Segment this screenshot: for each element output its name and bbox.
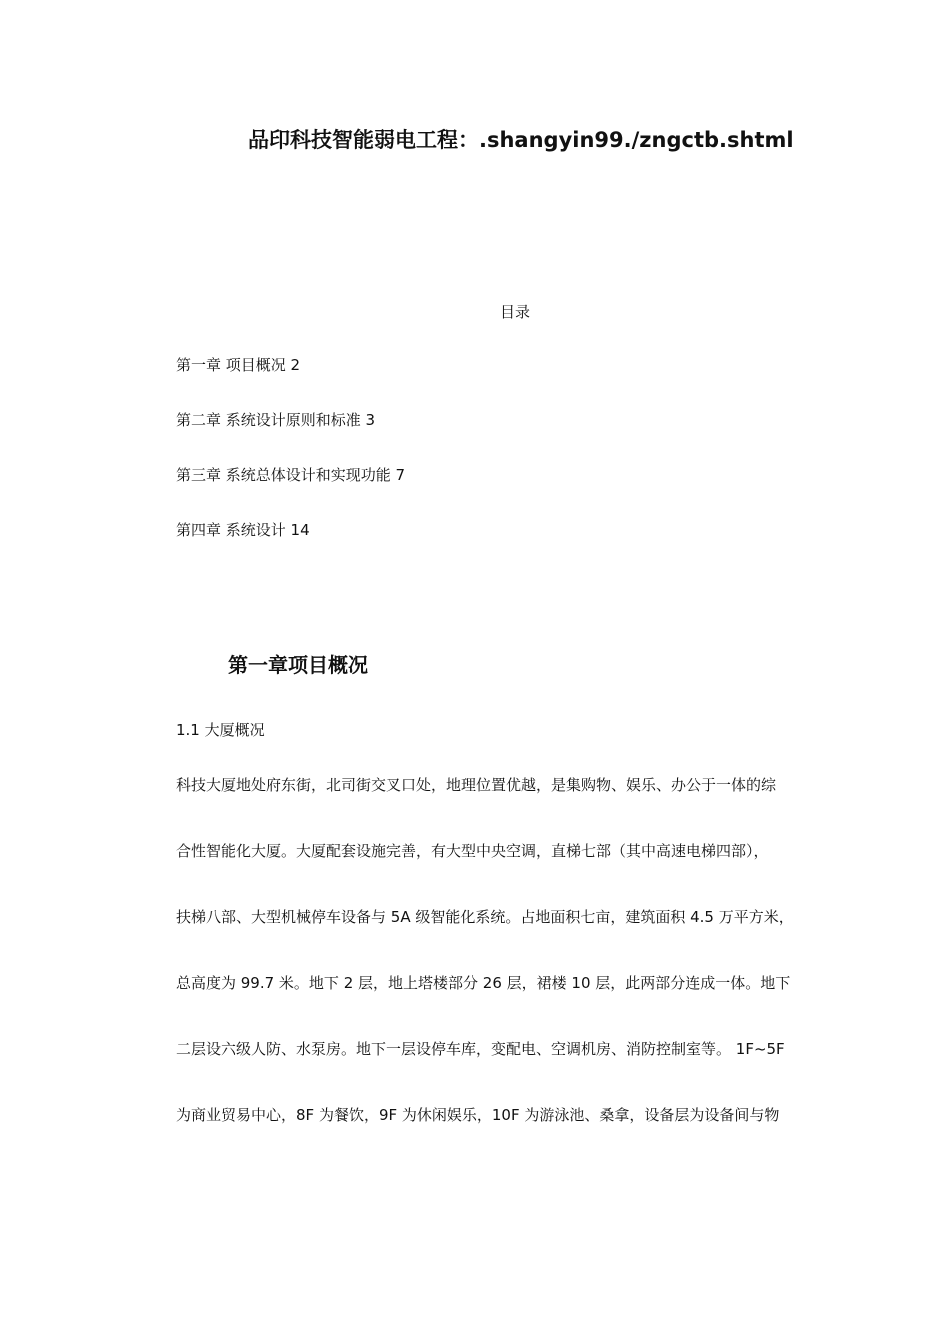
page-header-title: 品印科技智能弱电工程：.shangyin99./zngctb.shtml: [248, 128, 794, 152]
body-text-line: 扶梯八部、大型机械停车设备与 5A 级智能化系统。占地面积七亩，建筑面积 4.5 万平方米，: [176, 908, 794, 926]
table-of-contents: [176, 354, 405, 574]
toc-item-chapter-3: 第三章 系统总体设计和实现功能 7: [176, 466, 406, 484]
section-heading: 1.1 大厦概况: [176, 721, 265, 739]
toc-item-chapter-2: 第二章 系统设计原则和标准 3: [176, 411, 376, 429]
body-text-line: 科技大厦地处府东街，北司街交叉口处，地理位置优越，是集购物、娱乐、办公于一体的综: [176, 776, 777, 794]
toc-title: 目录: [500, 303, 531, 321]
toc-item-chapter-4: 第四章 系统设计 14: [176, 521, 310, 539]
body-paragraph: [176, 774, 876, 1170]
body-text-line: 总高度为 99.7 米。地下 2 层，地上塔楼部分 26 层，裙楼 10 层，此两部分连成一体。地下: [176, 974, 791, 992]
body-text-line: 合性智能化大厦。大厦配套设施完善，有大型中央空调，直梯七部（其中高速电梯四部），: [176, 842, 769, 860]
toc-item-chapter-1: 第一章 项目概况 2: [176, 356, 301, 374]
chapter-heading: 第一章项目概况: [228, 653, 368, 677]
body-text-line: 二层设六级人防、水泵房。地下一层设停车库，变配电、空调机房、消防控制室等。 1F~5F: [176, 1040, 785, 1058]
body-text-line: 为商业贸易中心，8F 为餐饮，9F 为休闲娱乐，10F 为游泳池、桑拿，设备层为设备间与物: [176, 1106, 780, 1124]
